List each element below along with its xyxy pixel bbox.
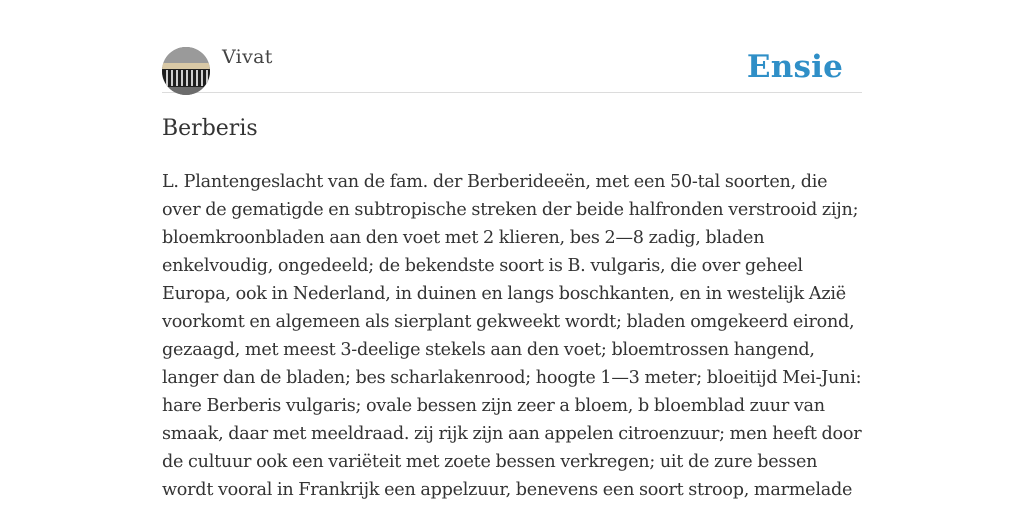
article-title: Berberis: [162, 116, 258, 141]
brand-logo[interactable]: Ensie: [746, 49, 843, 85]
avatar-image: [162, 47, 210, 95]
article-body: L. Plantengeslacht van de fam. der Berberideeën, met een 50-tal soorten, die over de gematigde en subtropische streken der beide halfronden verstrooid zijn; bloemkroonbladen aan den voet met 2 klieren, bes 2—8 zadig, bladen enkelvoudig, ongedeeld; de bekendste soort is B. vulgaris, die over geheel Europa, ook in Nederland, in duinen en langs boschkanten, en in westelijk Azië voorkomt en algemeen als sierplant gekweekt wordt; bladen omgekeerd eirond, gezaagd, met meest 3-deelige stekels aan den voet; bloemtrossen hangend, langer dan de bladen; bes scharlakenrood; hoogte 1—3 meter; bloeitijd Mei-Juni: hare Berberis vulgaris; ovale bessen zijn zeer a bloem, b bloemblad zuur van smaak, daar met meeldraad. zij rijk zijn aan appelen citroenzuur; men heeft door de cultuur ook een variëteit met zoete bessen verkregen; uit de zure bessen wordt vooral in Frankrijk een appelzuur, benevens een soort stroop, marmelade: [162, 172, 862, 500]
site-header: [162, 0, 862, 93]
author-avatar[interactable]: [162, 47, 210, 95]
author-name[interactable]: Vivat: [222, 46, 273, 68]
